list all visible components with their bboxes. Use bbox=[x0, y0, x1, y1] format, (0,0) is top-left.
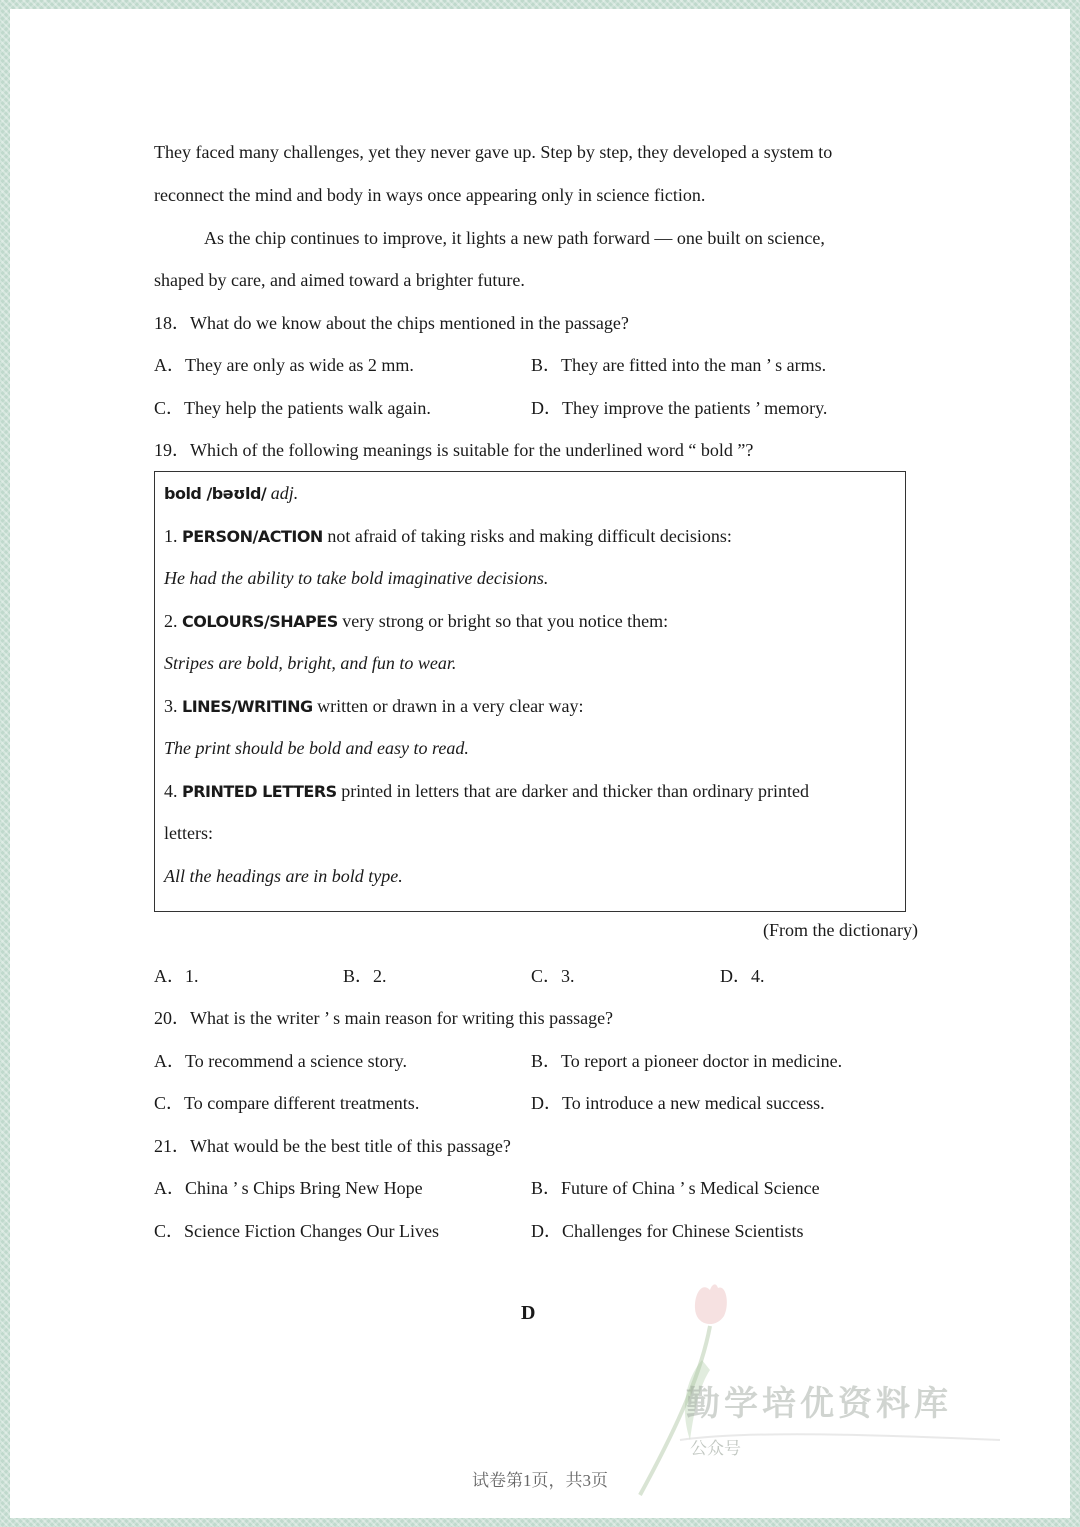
dictionary-source: (From the dictionary) bbox=[763, 920, 918, 940]
q21-option-c: C．Science Fiction Changes Our Lives bbox=[154, 1221, 439, 1241]
dictionary-sense-4: 4. PRINTED LETTERS printed in letters that are darker and thicker than ordinary printed bbox=[164, 781, 810, 801]
q18-option-c: C．They help the patients walk again. bbox=[154, 398, 431, 418]
q19-option-a: A．1. bbox=[154, 966, 199, 986]
q20-option-d: D．To introduce a new medical success. bbox=[531, 1093, 825, 1113]
q20-option-c: C．To compare different treatments. bbox=[154, 1093, 420, 1113]
q19-option-d: D．4. bbox=[720, 966, 765, 986]
q20-option-a: A．To recommend a science story. bbox=[154, 1051, 407, 1071]
q21-option-a: A．China ’ s Chips Bring New Hope bbox=[154, 1178, 423, 1198]
q18-option-d: D．They improve the patients ’ memory. bbox=[531, 398, 828, 418]
watermark-title: 勤学培优资料库 bbox=[686, 1384, 952, 1424]
q21-option-b: B．Future of China ’ s Medical Science bbox=[531, 1178, 820, 1198]
dictionary-example-3: The print should be bold and easy to read. bbox=[164, 738, 469, 758]
dictionary-sense-3: 3. LINES/WRITING written or drawn in a very clear way: bbox=[164, 696, 584, 716]
passage-line: shaped by care, and aimed toward a brighter future. bbox=[154, 270, 525, 290]
dictionary-sense-1: 1. PERSON/ACTION not afraid of taking risks and making difficult decisions: bbox=[164, 526, 732, 546]
dictionary-sense-2: 2. COLOURS/SHAPES very strong or bright so that you notice them: bbox=[164, 611, 669, 631]
dictionary-example-2: Stripes are bold, bright, and fun to wear. bbox=[164, 653, 457, 673]
question-19-stem: 19．Which of the following meanings is suitable for the underlined word “ bold ”? bbox=[154, 440, 754, 460]
passage-line: As the chip continues to improve, it lights a new path forward — one built on science, bbox=[204, 228, 825, 248]
dictionary-entry-box bbox=[154, 471, 906, 912]
dictionary-example-1: He had the ability to take bold imaginative decisions. bbox=[164, 568, 549, 588]
question-18-stem: 18．What do we know about the chips mentioned in the passage? bbox=[154, 313, 629, 333]
q20-option-b: B．To report a pioneer doctor in medicine. bbox=[531, 1051, 843, 1071]
question-21-stem: 21．What would be the best title of this passage? bbox=[154, 1136, 511, 1156]
q18-option-b: B．They are fitted into the man ’ s arms. bbox=[531, 355, 827, 375]
passage-line: They faced many challenges, yet they never gave up. Step by step, they developed a system to bbox=[154, 142, 833, 162]
q18-option-a: A．They are only as wide as 2 mm. bbox=[154, 355, 414, 375]
page-footer: 试卷第1页，共3页 bbox=[472, 1471, 608, 1490]
dictionary-example-4: All the headings are in bold type. bbox=[164, 866, 403, 886]
watermark-subtitle: 公众号 bbox=[690, 1439, 741, 1459]
passage-line: reconnect the mind and body in ways once appearing only in science fiction. bbox=[154, 185, 706, 205]
q19-option-b: B．2. bbox=[343, 966, 387, 986]
section-label: D bbox=[521, 1302, 536, 1324]
question-20-stem: 20．What is the writer ’ s main reason for writing this passage? bbox=[154, 1008, 614, 1028]
q21-option-d: D．Challenges for Chinese Scientists bbox=[531, 1221, 804, 1241]
dictionary-sense-4-cont: letters: bbox=[164, 823, 213, 843]
q19-option-c: C．3. bbox=[531, 966, 575, 986]
dictionary-headword: bold /bəʊld/ adj. bbox=[164, 483, 299, 503]
